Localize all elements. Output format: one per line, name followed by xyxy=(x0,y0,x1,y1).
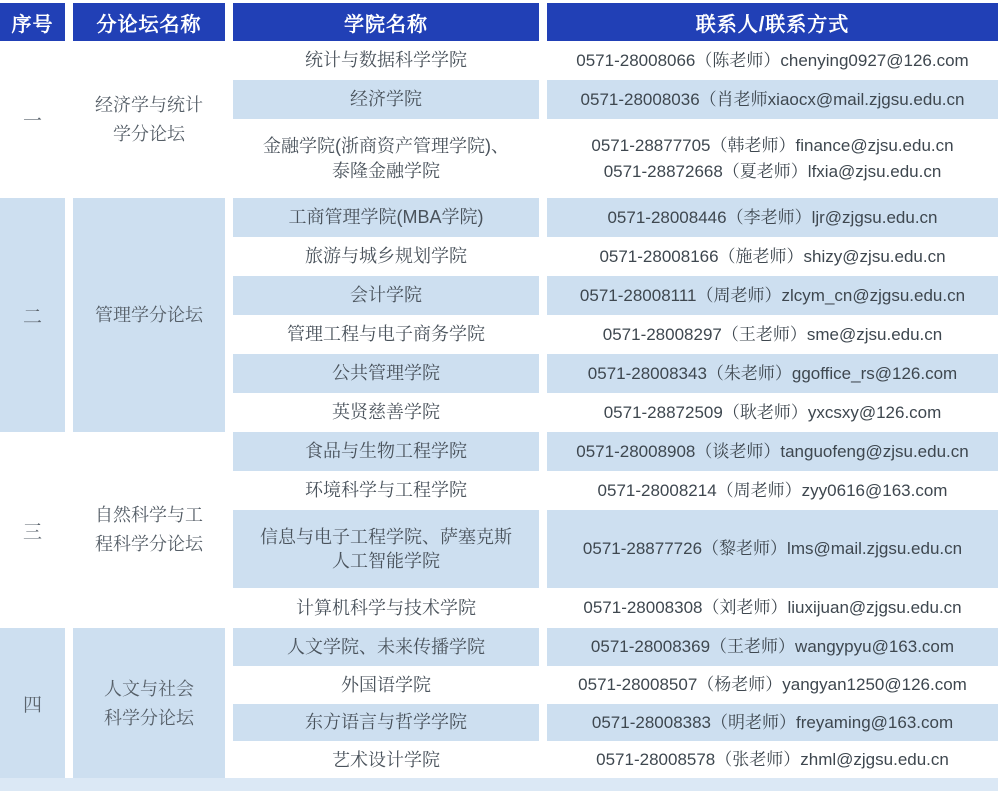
college-cell xyxy=(233,119,539,198)
contact-cell xyxy=(547,315,998,354)
contact-line: 0571-28872509（耿老师）yxcsxy@126.com xyxy=(603,402,942,422)
college-cell xyxy=(233,393,539,432)
college-cell xyxy=(233,628,539,666)
college-name: 食品与生物工程学院 xyxy=(305,441,467,462)
contact-line: 0571-28008214（周老师）zyy0616@163.com xyxy=(597,480,948,500)
forum-name-line: 经济学与统计 xyxy=(95,94,203,115)
forum-name-line: 科学分论坛 xyxy=(104,707,194,728)
college-name: 人工智能学院 xyxy=(332,551,440,571)
contact-cell xyxy=(547,41,998,80)
college-name: 泰隆金融学院 xyxy=(332,160,440,181)
college-name: 经济学院 xyxy=(350,89,422,110)
forum-name-line: 管理学分论坛 xyxy=(95,304,203,325)
table-header-row xyxy=(0,0,998,41)
college-cell xyxy=(233,741,539,779)
contact-line: 0571-28872668（夏老师）lfxia@zjsu.edu.cn xyxy=(603,161,942,181)
contact-cell xyxy=(547,588,998,628)
college-name: 环境科学与工程学院 xyxy=(305,480,467,501)
forum-name-line: 程科学分论坛 xyxy=(95,534,203,554)
college-name: 旅游与城乡规划学院 xyxy=(305,246,467,267)
contact-line: 0571-28008036（肖老师xiaocx@mail.zjgsu.edu.cn xyxy=(580,89,965,109)
contact-cell xyxy=(547,628,998,666)
college-name: 公共管理学院 xyxy=(332,363,440,384)
college-name: 艺术设计学院 xyxy=(332,749,440,770)
college-name: 信息与电子工程学院、萨塞克斯 xyxy=(260,526,512,547)
college-cell xyxy=(233,276,539,315)
college-name: 工商管理学院(MBA学院) xyxy=(288,207,484,228)
college-name: 东方语言与哲学学院 xyxy=(305,712,467,733)
college-name: 管理工程与电子商务学院 xyxy=(287,324,485,345)
college-name: 人文学院、未来传播学院 xyxy=(287,636,485,657)
forum-name-line: 自然科学与工 xyxy=(95,505,203,526)
college-name: 统计与数据科学学院 xyxy=(305,50,467,71)
col-header-contact: 联系人/联系方式 xyxy=(547,3,998,41)
contact-cell xyxy=(547,510,998,588)
college-name: 英贤慈善学院 xyxy=(332,402,440,423)
contact-line: 0571-28877726（黎老师）lms@mail.zjgsu.edu.cn xyxy=(582,539,963,559)
table-body xyxy=(0,41,998,779)
contact-line: 0571-28008297（王老师）sme@zjsu.edu.cn xyxy=(602,324,943,344)
contact-cell xyxy=(547,471,998,510)
contact-line: 0571-28008066（陈老师）chenying0927@126.com xyxy=(576,50,969,70)
forum-name-line: 学分论坛 xyxy=(113,123,185,144)
college-name: 计算机科学与技术学院 xyxy=(296,597,476,618)
col-header-forum: 分论坛名称 xyxy=(73,3,225,41)
contact-line: 0571-28008507（杨老师）yangyan1250@126.com xyxy=(578,675,967,695)
college-cell xyxy=(233,80,539,119)
group-index-cell: 四 xyxy=(0,628,65,779)
contact-cell xyxy=(547,741,998,779)
college-cell xyxy=(233,510,539,588)
contact-cell xyxy=(547,354,998,393)
college-cell xyxy=(233,315,539,354)
forum-name-cell xyxy=(73,628,225,779)
contact-line: 0571-28008166（施老师）shizy@zjsu.edu.cn xyxy=(599,246,946,266)
college-cell xyxy=(233,588,539,628)
contact-line: 0571-28008446（李老师）ljr@zjgsu.edu.cn xyxy=(607,207,938,227)
contact-line: 0571-28877705（韩老师）finance@zjsu.edu.cn xyxy=(591,136,954,155)
contact-line: 0571-28008369（王老师）wangypyu@163.com xyxy=(590,637,955,657)
forum-name-line: 人文与社会 xyxy=(104,678,194,699)
college-name: 外国语学院 xyxy=(341,674,431,695)
contact-line: 0571-28008383（明老师）freyaming@163.com xyxy=(591,712,954,732)
contact-cell xyxy=(547,704,998,741)
college-cell xyxy=(233,666,539,704)
group-index-cell: 三 xyxy=(22,521,42,543)
college-name: 金融学院(浙商资产管理学院)、 xyxy=(263,136,509,157)
forum-name-cell xyxy=(73,198,225,432)
contact-cell xyxy=(547,393,998,432)
college-cell xyxy=(233,198,539,237)
contact-line: 0571-28008308（刘老师）liuxijuan@zjgsu.edu.cn xyxy=(583,598,962,618)
contact-cell xyxy=(547,119,998,198)
contact-cell xyxy=(547,432,998,471)
forum-name-cell xyxy=(73,432,225,628)
contact-cell xyxy=(547,80,998,119)
group-index-cell: 一 xyxy=(22,111,42,132)
contact-line: 0571-28008908（谈老师）tanguofeng@zjsu.edu.cn xyxy=(576,441,969,461)
college-cell xyxy=(233,41,539,80)
contact-line: 0571-28008111（周老师）zlcym_cn@zjgsu.edu.cn xyxy=(579,285,966,305)
contact-cell xyxy=(547,276,998,315)
contact-cell xyxy=(547,237,998,276)
contact-cell xyxy=(547,666,998,704)
college-cell xyxy=(233,354,539,393)
contact-cell xyxy=(547,198,998,237)
bottom-margin-strip xyxy=(0,778,998,791)
college-cell xyxy=(233,471,539,510)
col-header-college: 学院名称 xyxy=(233,3,539,41)
college-cell xyxy=(233,704,539,741)
col-header-index: 序号 xyxy=(0,3,65,41)
college-cell xyxy=(233,237,539,276)
forum-name-cell xyxy=(73,41,225,198)
contact-line: 0571-28008578（张老师）zhml@zjgsu.edu.cn xyxy=(596,750,949,770)
contact-line: 0571-28008343（朱老师）ggoffice_rs@126.com xyxy=(587,363,958,383)
college-name: 会计学院 xyxy=(350,285,422,306)
group-index-cell: 二 xyxy=(0,198,65,432)
college-cell xyxy=(233,432,539,471)
